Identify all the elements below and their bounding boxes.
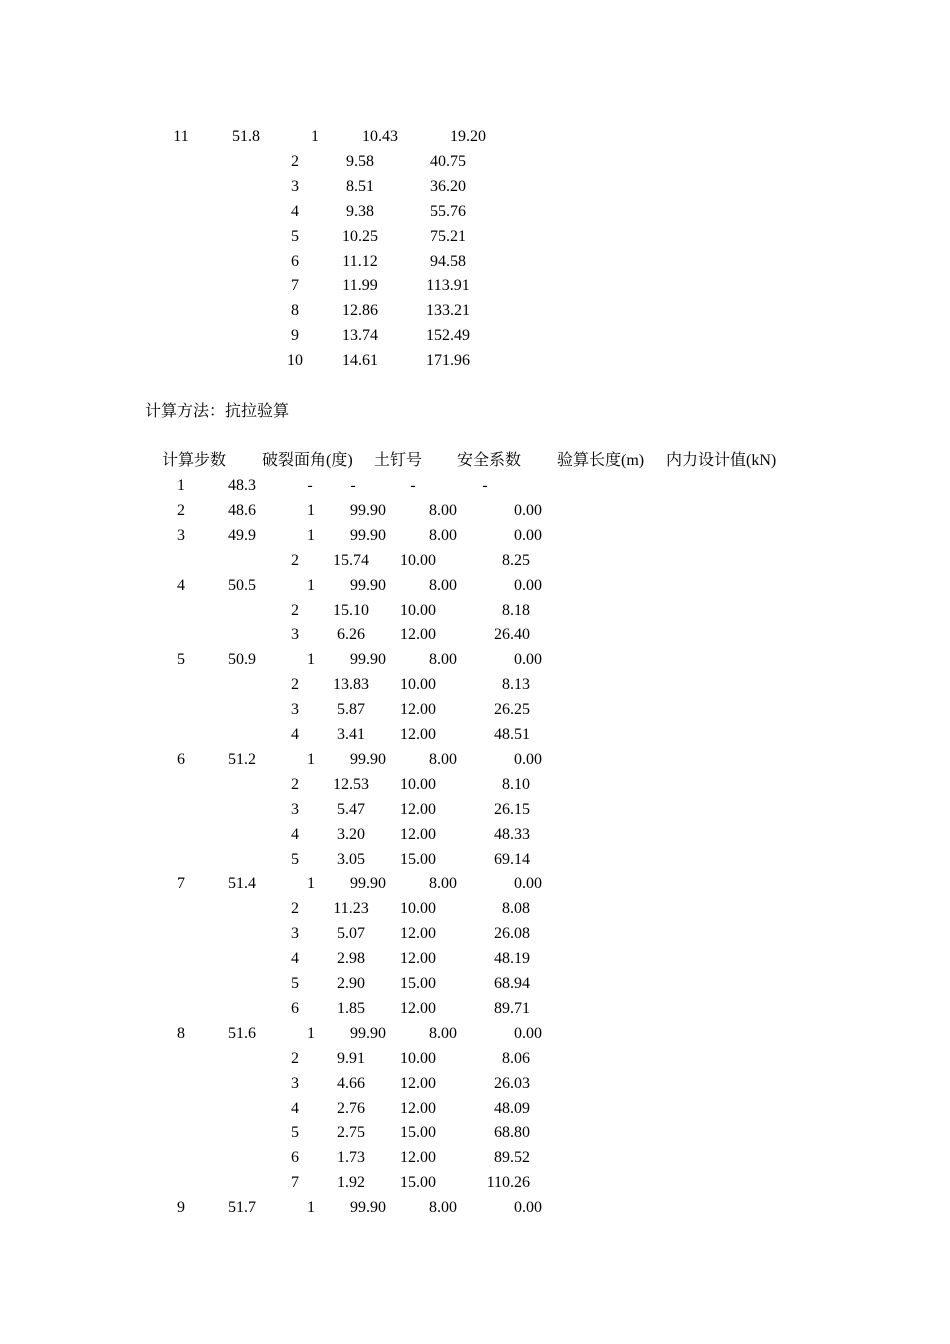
nail-cell: 1	[307, 576, 315, 594]
nail-cell: 3	[291, 701, 299, 719]
nail-cell: 4	[291, 202, 299, 220]
force-cell: 26.03	[494, 1074, 530, 1092]
nail-cell: 6	[291, 1149, 299, 1167]
angle-cell: 51.6	[228, 1024, 256, 1042]
length-cell: 10.00	[400, 551, 436, 569]
force-cell: 8.10	[502, 775, 530, 793]
nail-cell: 5	[291, 1124, 299, 1142]
length-cell: 12.00	[400, 1074, 436, 1092]
length-cell: 10.00	[400, 601, 436, 619]
factor-cell: 6.26	[337, 626, 365, 644]
factor-cell: 15.74	[333, 551, 369, 569]
header-force: 内力设计值(kN)	[666, 452, 777, 469]
step-cell: 6	[177, 750, 185, 768]
length-cell: 15.00	[400, 975, 436, 992]
nail-cell: 6	[291, 252, 299, 270]
length-cell: 12.00	[400, 726, 436, 743]
factor-cell: 8.51	[346, 177, 374, 195]
length-cell: 12.00	[400, 825, 436, 843]
step-cell: 8	[177, 1024, 185, 1042]
nail-cell: 3	[291, 177, 299, 195]
nail-cell: 4	[291, 1099, 299, 1117]
length-cell: 12.00	[400, 999, 436, 1017]
force-cell: 89.71	[494, 999, 530, 1017]
force-cell: 75.21	[430, 227, 466, 245]
length-cell: 10.00	[400, 1049, 436, 1067]
force-cell: 113.91	[426, 277, 470, 295]
length-cell: 10.00	[400, 676, 436, 694]
nail-cell: 10	[287, 352, 303, 370]
length-cell: 10.00	[400, 900, 436, 918]
length-cell: 12.00	[400, 800, 436, 818]
length-cell: 8.00	[429, 651, 457, 669]
factor-cell: 99.90	[350, 526, 386, 544]
length-cell: 8.00	[429, 526, 457, 544]
nail-cell: 5	[291, 975, 299, 992]
nail-cell: 3	[291, 626, 299, 644]
force-cell: 152.49	[426, 327, 470, 345]
nail-cell: 2	[291, 152, 299, 170]
force-cell: 48.09	[494, 1099, 530, 1117]
angle-cell: 50.5	[228, 576, 256, 594]
step-cell: 1	[177, 477, 185, 494]
header-length: 验算长度(m)	[557, 452, 645, 469]
factor-cell: 14.61	[342, 352, 378, 370]
nail-cell: 2	[291, 551, 299, 569]
force-cell: 68.94	[494, 975, 530, 992]
factor-cell: 12.53	[333, 775, 369, 793]
factor-cell: 1.73	[337, 1149, 365, 1167]
step-cell: 9	[177, 1199, 185, 1217]
force-cell: 55.76	[430, 202, 466, 220]
force-cell: 8.13	[502, 676, 530, 694]
nail-cell: 6	[291, 999, 299, 1017]
length-cell: 12.00	[400, 626, 436, 644]
length-cell: 8.00	[429, 501, 457, 519]
factor-cell: 1.92	[337, 1174, 365, 1192]
factor-cell: 1.85	[337, 999, 365, 1017]
nail-cell: 3	[291, 925, 299, 943]
force-cell: 26.08	[494, 925, 530, 943]
angle-cell: 50.9	[228, 651, 256, 669]
force-cell: 89.52	[494, 1149, 530, 1167]
force-cell: 0.00	[514, 526, 542, 544]
force-cell: 19.20	[450, 128, 486, 145]
length-cell: 12.00	[400, 950, 436, 968]
factor-cell: 99.90	[350, 651, 386, 669]
factor-cell: 5.87	[337, 701, 365, 719]
nail-cell: 2	[291, 900, 299, 918]
nail-cell: 9	[291, 327, 299, 345]
force-cell: 8.06	[502, 1049, 530, 1067]
factor-cell: 99.90	[350, 875, 386, 893]
force-cell: 36.20	[430, 177, 466, 195]
factor-cell: 4.66	[337, 1074, 365, 1092]
angle-cell: 48.3	[228, 477, 256, 494]
nail-cell: 3	[291, 1074, 299, 1092]
force-cell: 133.21	[426, 302, 470, 320]
nail-cell: 5	[291, 227, 299, 245]
force-cell: 0.00	[514, 651, 542, 669]
angle-cell: 48.6	[228, 501, 256, 519]
factor-cell: 10.43	[362, 128, 398, 145]
factor-cell: 10.25	[342, 227, 378, 245]
angle-cell: 49.9	[228, 526, 256, 544]
nail-cell: 7	[291, 1174, 299, 1192]
length-cell: 8.00	[429, 750, 457, 768]
header-factor: 安全系数	[457, 452, 522, 469]
factor-cell: 99.90	[350, 1199, 386, 1217]
nail-cell: 7	[291, 277, 299, 295]
nail-cell: 2	[291, 601, 299, 619]
factor-cell: 11.99	[342, 277, 378, 295]
nail-cell: 1	[307, 1199, 315, 1217]
force-cell: 26.40	[494, 626, 530, 644]
force-cell: 94.58	[430, 252, 466, 270]
header-nail: 土钉号	[374, 452, 423, 469]
force-cell: 0.00	[514, 875, 542, 893]
length-cell: 12.00	[400, 925, 436, 943]
force-cell: 40.75	[430, 152, 466, 170]
table-header	[0, 449, 777, 473]
force-cell: 8.08	[502, 900, 530, 918]
factor-cell: 9.91	[337, 1049, 365, 1067]
force-cell: 48.33	[494, 825, 530, 843]
length-cell: 15.00	[400, 1124, 436, 1142]
length-cell: 8.00	[429, 1024, 457, 1042]
nail-cell: 4	[291, 726, 299, 743]
length-cell: 15.00	[400, 850, 436, 868]
factor-cell: 2.76	[337, 1099, 365, 1117]
force-cell: 8.25	[502, 551, 530, 569]
header-angle: 破裂面角(度)	[262, 452, 353, 469]
angle-cell: 51.8	[232, 128, 260, 145]
factor-cell: 2.75	[337, 1124, 365, 1142]
force-cell: 48.51	[494, 726, 530, 743]
nail-cell: 2	[291, 1049, 299, 1067]
factor-cell: -	[350, 477, 356, 494]
nail-cell: 1	[307, 526, 315, 544]
nail-cell: 8	[291, 302, 299, 320]
force-cell: 0.00	[514, 750, 542, 768]
nail-cell: -	[307, 477, 313, 494]
factor-cell: 11.12	[342, 252, 378, 270]
factor-cell: 3.41	[337, 726, 365, 743]
factor-cell: 5.07	[337, 925, 365, 943]
length-cell: 8.00	[429, 1199, 457, 1217]
length-cell: 12.00	[400, 1099, 436, 1117]
step-cell: 4	[177, 576, 185, 594]
factor-cell: 9.58	[346, 152, 374, 170]
angle-cell: 51.4	[228, 875, 256, 893]
step-cell: 2	[177, 501, 185, 519]
force-cell: 26.15	[494, 800, 530, 818]
nail-cell: 1	[307, 501, 315, 519]
nail-cell: 4	[291, 825, 299, 843]
factor-cell: 13.83	[333, 676, 369, 694]
nail-cell: 1	[307, 651, 315, 669]
force-cell: 69.14	[494, 850, 530, 868]
factor-cell: 2.90	[337, 975, 365, 992]
factor-cell: 99.90	[350, 501, 386, 519]
step-cell: 11	[173, 128, 189, 145]
factor-cell: 99.90	[350, 750, 386, 768]
angle-cell: 51.2	[228, 750, 256, 768]
angle-cell: 51.7	[228, 1199, 256, 1217]
nail-cell: 4	[291, 950, 299, 968]
force-cell: 0.00	[514, 1199, 542, 1217]
force-cell: 26.25	[494, 701, 530, 719]
step-cell: 5	[177, 651, 185, 669]
length-cell: 8.00	[429, 576, 457, 594]
force-cell: 171.96	[426, 352, 470, 370]
length-cell: 12.00	[400, 701, 436, 719]
nail-cell: 3	[291, 800, 299, 818]
factor-cell: 11.23	[333, 900, 369, 918]
factor-cell: 3.20	[337, 825, 365, 843]
length-cell: -	[410, 477, 416, 494]
factor-cell: 2.98	[337, 950, 365, 968]
length-cell: 10.00	[400, 775, 436, 793]
force-cell: 68.80	[494, 1124, 530, 1142]
length-cell: 15.00	[400, 1174, 436, 1192]
force-cell: -	[482, 477, 488, 494]
force-cell: 0.00	[514, 576, 542, 594]
factor-cell: 99.90	[350, 576, 386, 594]
nail-cell: 2	[291, 676, 299, 694]
length-cell: 8.00	[429, 875, 457, 893]
length-cell: 12.00	[400, 1149, 436, 1167]
nail-cell: 1	[311, 128, 319, 145]
factor-cell: 12.86	[342, 302, 378, 320]
factor-cell: 13.74	[342, 327, 378, 345]
step-cell: 7	[177, 875, 185, 893]
method-label: 计算方法：抗拉验算	[145, 403, 290, 420]
nail-cell: 1	[307, 750, 315, 768]
nail-cell: 2	[291, 775, 299, 793]
force-cell: 8.18	[502, 601, 530, 619]
factor-cell: 99.90	[350, 1024, 386, 1042]
nail-cell: 1	[307, 875, 315, 893]
force-cell: 0.00	[514, 1024, 542, 1042]
force-cell: 110.26	[486, 1174, 530, 1192]
force-cell: 0.00	[514, 501, 542, 519]
step-cell: 3	[177, 526, 185, 544]
nail-cell: 1	[307, 1024, 315, 1042]
factor-cell: 5.47	[337, 800, 365, 818]
factor-cell: 3.05	[337, 850, 365, 868]
factor-cell: 9.38	[346, 202, 374, 220]
nail-cell: 5	[291, 850, 299, 868]
factor-cell: 15.10	[333, 601, 369, 619]
header-step: 计算步数	[162, 452, 227, 469]
force-cell: 48.19	[494, 950, 530, 968]
